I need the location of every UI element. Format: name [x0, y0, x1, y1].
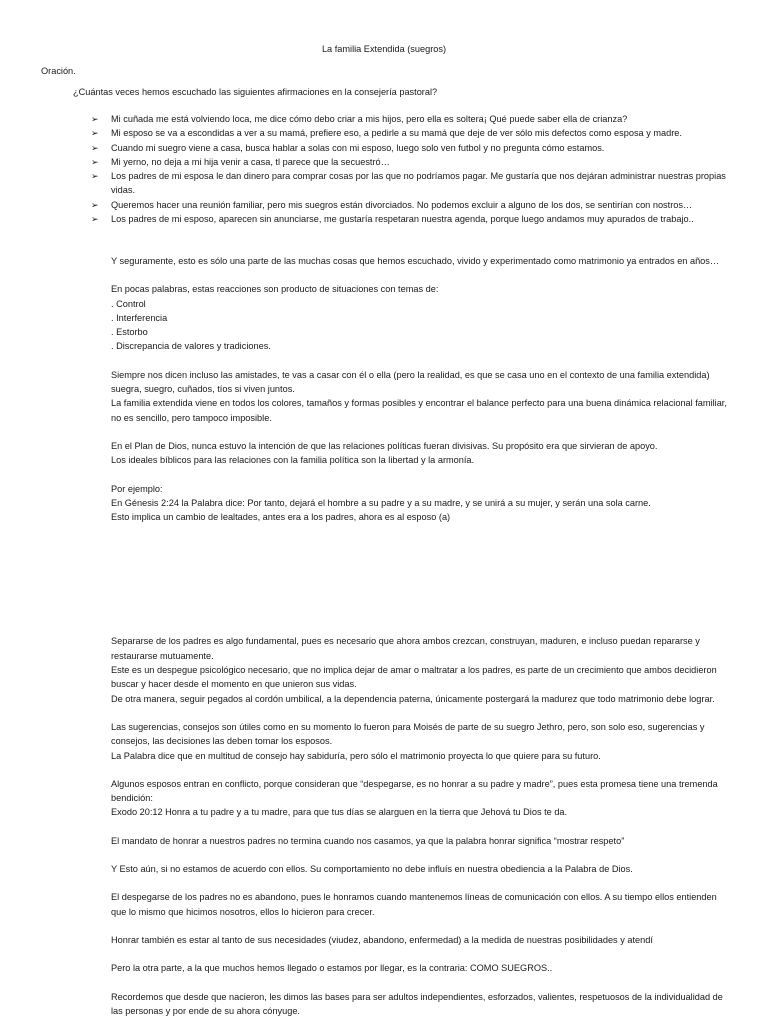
list-item-text: Mi yerno, no deja a mi hija venir a casa, tl parece que la secuestró…	[111, 156, 390, 167]
arrow-bullet-icon: ➢	[91, 114, 99, 124]
list-item-text: Mi esposo se va a escondidas a ver a su mamá, prefiere eso, a pedirle a su mamá que deje de ver sólo mis defectos como esposa y madre.	[111, 128, 682, 139]
list-item-text: Queremos hacer una reunión familiar, pero mis suegros están divorciados. No podemos excluir a alguno de los dos, se sentirían con nostros…	[111, 199, 693, 210]
list-item-text: Cuando mi suegro viene a casa, busca hablar a solas con mi esposo, luego solo ven futbol y no pregunta cómo estamos.	[111, 142, 605, 153]
list-item-text: Mi cuñada me está volviendo loca, me dice cómo debo criar a mis hijos, pero ella es soltera¡ Qué puede saber ella de crianza?	[111, 114, 628, 124]
list-item	[91, 126, 731, 140]
body-paragraph: Pero la otra parte, a la que muchos hemos llegado o estamos por llegar, es la contraria: COMO SUEGROS..	[111, 963, 553, 974]
list-item	[91, 155, 731, 169]
list-item	[91, 212, 731, 226]
body-paragraph: Y Esto aún, si no estamos de acuerdo con ellos. Su comportamiento no debe influís en nuestra obediencia a la Palabra de Dios.	[111, 864, 633, 875]
body-paragraph: Por ejemplo: En Génesis 2:24 la Palabra dice: Por tanto, dejará el hombre a su padre y a su madre, y se unirá a su mujer, y serán una sola carne. Esto implica un cambio de lealtades, antes era a los padres, ahora es al esposo (a)	[111, 483, 651, 523]
arrow-bullet-icon: ➢	[91, 156, 99, 167]
body-paragraph: El mandato de honrar a nuestros padres no termina cuando nos casamos, ya que la palabra honrar significa “mostrar respeto”	[111, 835, 625, 846]
arrow-bullet-icon: ➢	[91, 171, 99, 182]
arrow-bullet-icon: ➢	[91, 199, 99, 210]
document-body	[111, 254, 733, 1032]
body-paragraph: En el Plan de Dios, nunca estuvo la intención de que las relaciones políticas fueran divisivas. Su propósito era que sirvieran de apoyo. Los ideales bíblicos para las relaciones con la familia política son la libertad y la armonía.	[111, 440, 658, 466]
list-item-text: Los padres de mi esposo, aparecen sin anunciarse, me gustaría respetaran nuestra agenda, porque luego andamos muy apurados de trabajo..	[111, 214, 694, 225]
complaints-list	[91, 112, 731, 226]
body-paragraph: Y seguramente, esto es sólo una parte de las muchas cosas que hemos escuchado, vivido y experimentado como matrimonio ya entrados en años…	[111, 256, 720, 266]
body-paragraph: Las sugerencias, consejos son útiles como en su momento lo fueron para Moisés de parte de su suegro Jethro, pero, son solo eso, sugerencias y consejos, las decisiones las deben tomar los esposos. La Palabra dice que en multitud de consejo hay sabiduría, pero sólo el matrimonio proyecta lo que quiere para su futuro.	[111, 721, 705, 761]
body-paragraph: Honrar también es estar al tanto de sus necesidades (viudez, abandono, enfermedad) a la medida de nuestras posibilidades y atendí	[111, 934, 653, 945]
body-paragraph: Algunos esposos entran en conflicto, porque consideran que “despegarse, es no honrar a su padre y madre”, pues esta promesa tiene una tremenda bendición: Exodo 20:12 Honra a tu padre y a tu madre, para que tus días se alarguen en la tierra que Jehová tu Dios te da.	[111, 778, 718, 818]
body-paragraph: En pocas palabras, estas reacciones son producto de situaciones con temas de: . Control . Interferencia . Estorbo . Discrepancia de valores y tradiciones.	[111, 284, 439, 352]
blank-space	[111, 538, 733, 634]
arrow-bullet-icon: ➢	[91, 142, 99, 153]
body-paragraph: El despegarse de los padres no es abandono, pues le honramos cuando mantenemos líneas de comunicación con ellos. A su tiempo ellos entienden que lo mismo que hicimos nosotros, ellos lo hicieron para crecer.	[111, 892, 717, 917]
list-item-text: Los padres de mi esposa le dan dinero para comprar cosas por las que no podríamos pagar. Me gustaría que nos dejáran administrar nuestras propias vidas.	[111, 171, 726, 196]
intro-question: ¿Cuántas veces hemos escuchado las siguientes afirmaciones en la consejería pastoral?	[73, 87, 438, 97]
body-paragraph: Recordemos que desde que nacieron, les dimos las bases para ser adultos independientes, esforzados, valientes, respetuosos de la individualidad de las personas y por ende de su ahora cónyuge.	[111, 991, 723, 1016]
body-paragraph: Separarse de los padres es algo fundamental, pues es necesario que ahora ambos crezcan, construyan, maduren, e incluso puedan repararse y restaurarse mutuamente. Este es un despegue psicológico necesario, que no implica dejar de amar o maltratar a los padres, es parte de un crecimiento que ambos decidieron buscar y hacer desde el momento en que unieron sus vidas. De otra manera, seguir pegados al cordón umbilical, a la dependencia paterna, únicamente postergará la madurez que todo matrimonio debe lograr.	[111, 636, 717, 704]
list-item	[91, 112, 731, 126]
arrow-bullet-icon: ➢	[91, 214, 99, 225]
body-paragraph: Siempre nos dicen incluso las amistades, te vas a casar con él o ella (pero la realidad, es que se casa uno en el contexto de una familia extendida) suegra, suegro, cuñados, tíos si viven juntos. La familia extendida viene en todos los colores, tamaños y formas posibles y encontrar el balance perfecto para una buena dinámica relacional familiar, no es sencillo, pero tampoco imposible.	[111, 369, 727, 423]
arrow-bullet-icon: ➢	[91, 128, 99, 139]
list-item	[91, 198, 731, 212]
list-item	[91, 169, 731, 198]
section-label-oracion: Oración.	[41, 66, 76, 76]
document-title: La familia Extendida (suegros)	[321, 44, 447, 54]
list-item	[91, 141, 731, 155]
